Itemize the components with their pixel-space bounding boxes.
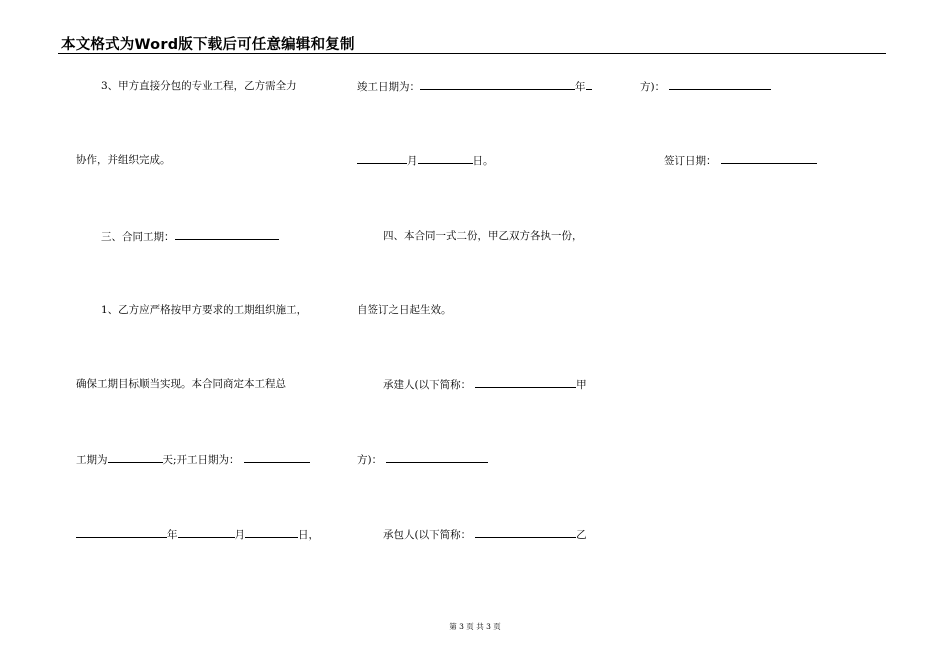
left-line-7 xyxy=(76,527,319,542)
left-line-1: 3、甲方直接分包的专业工程，乙方需全力 xyxy=(101,80,297,92)
header-divider xyxy=(58,53,886,54)
middle-line-1 xyxy=(357,79,592,94)
party-name-blank[interactable] xyxy=(669,79,771,90)
signing-date-blank[interactable] xyxy=(721,153,817,164)
start-date-label: 天;开工日期为： xyxy=(162,454,240,466)
middle-line-3: 四、本合同一式二份，甲乙双方各执一份， xyxy=(383,230,583,242)
start-day-blank[interactable] xyxy=(245,527,298,538)
middle-line-4: 自签订之日起生效。 xyxy=(357,304,452,316)
middle-line-5 xyxy=(383,377,587,392)
completion-month-blank[interactable] xyxy=(357,153,407,164)
duration-label: 工期为 xyxy=(76,454,108,466)
completion-year-tail-blank[interactable] xyxy=(586,79,592,90)
left-line-6 xyxy=(76,452,310,467)
start-month-blank[interactable] xyxy=(178,527,235,538)
left-line-3 xyxy=(101,229,279,244)
completion-year-label: 年 xyxy=(575,81,586,93)
left-line-4: 1、乙方应严格按甲方要求的工期组织施工， xyxy=(101,304,308,316)
left-line-2: 协作，并组织完成。 xyxy=(76,154,171,166)
start-year-blank[interactable] xyxy=(76,527,167,538)
day-label: 日， xyxy=(298,529,319,541)
contract-period-label: 三、合同工期： xyxy=(101,231,175,243)
left-line-5: 确保工期目标顺当实现。本合同商定本工程总 xyxy=(76,378,286,390)
party-suffix-label: 方)： xyxy=(640,81,666,93)
completion-month-label: 月 xyxy=(407,155,418,167)
contractor-name-blank[interactable] xyxy=(475,377,576,388)
middle-line-6 xyxy=(357,452,488,467)
completion-date-label: 竣工日期为： xyxy=(357,81,420,93)
right-line-1 xyxy=(640,79,771,94)
completion-year-blank[interactable] xyxy=(420,79,575,90)
subcontractor-name-blank[interactable] xyxy=(475,527,576,538)
middle-line-2 xyxy=(357,153,494,168)
subcontractor-label: 承包人(以下简称： xyxy=(383,529,472,541)
party-b-label: 乙 xyxy=(576,529,587,541)
year-label: 年 xyxy=(167,529,178,541)
start-date-blank[interactable] xyxy=(244,452,310,463)
month-label: 月 xyxy=(234,529,245,541)
page-number: 第 3 页 共 3 页 xyxy=(449,622,501,631)
right-line-2 xyxy=(664,153,817,168)
completion-day-blank[interactable] xyxy=(418,153,473,164)
contractor-label: 承建人(以下简称： xyxy=(383,379,472,391)
contract-period-blank[interactable] xyxy=(175,229,279,240)
middle-line-7 xyxy=(383,527,587,542)
party-a-suffix-label: 方)： xyxy=(357,454,383,466)
party-a-label: 甲 xyxy=(576,379,587,391)
duration-days-blank[interactable] xyxy=(108,452,163,463)
completion-day-label: 日。 xyxy=(472,155,494,167)
party-a-blank[interactable] xyxy=(386,452,488,463)
signing-date-label: 签订日期： xyxy=(664,155,717,167)
document-header-title: 本文格式为Word版下载后可任意编辑和复制 xyxy=(61,37,355,53)
